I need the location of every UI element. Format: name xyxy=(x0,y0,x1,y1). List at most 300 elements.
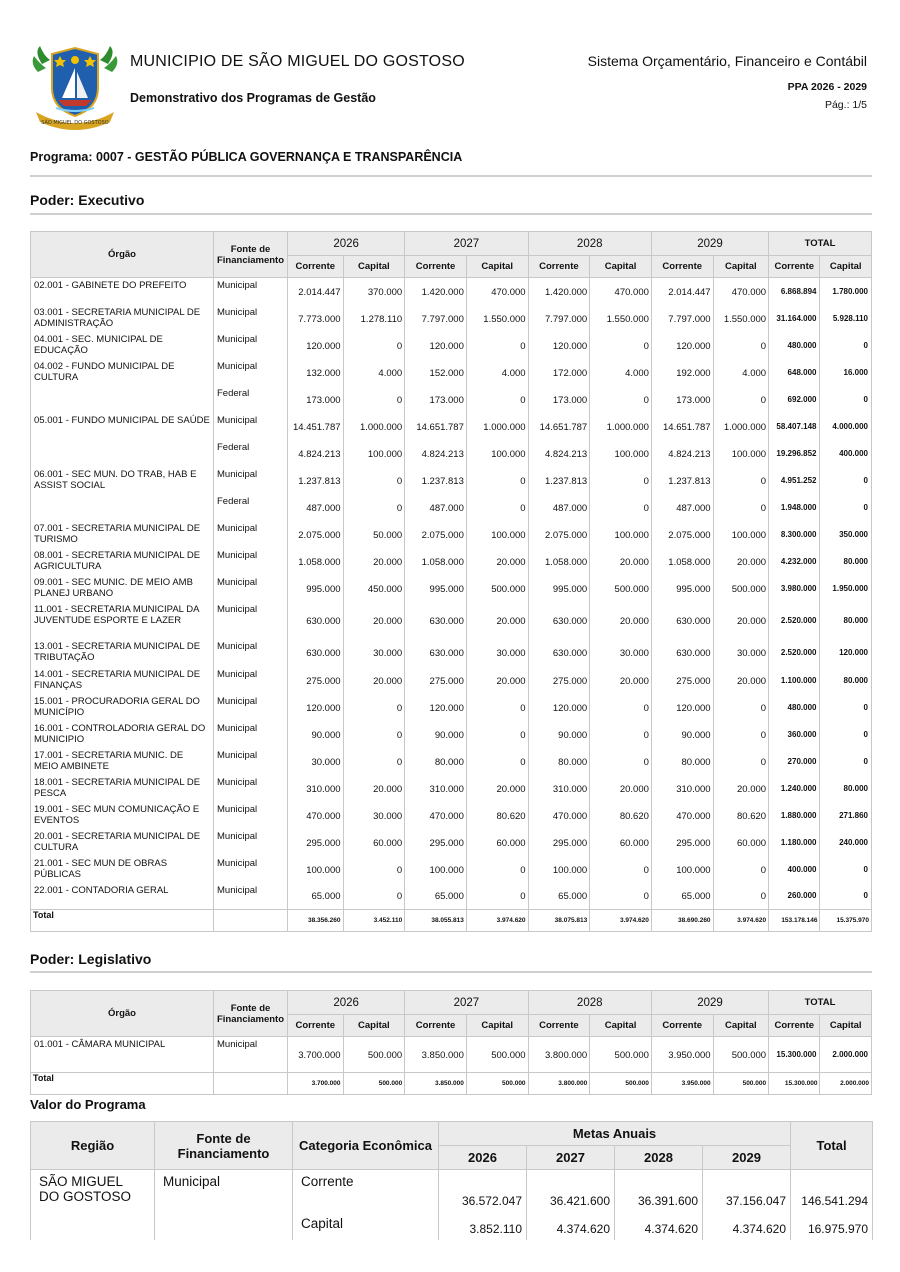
value-cell: 100.000 xyxy=(713,440,769,467)
value-cell: 90.000 xyxy=(651,721,713,748)
legislativo-table xyxy=(30,990,872,1095)
value-cell: 1.237.813 xyxy=(651,467,713,494)
fonte-cell: Municipal xyxy=(214,802,288,829)
value-cell: 20.000 xyxy=(466,775,528,802)
value-cell: 470.000 xyxy=(528,802,590,829)
total-cell: 500.000 xyxy=(590,1073,652,1095)
total-cell: 3.974.620 xyxy=(590,910,652,932)
vp-total-cell: 16.975.970 xyxy=(791,1212,873,1240)
orgao-cell: 22.001 - CONTADORIA GERAL xyxy=(31,883,214,910)
report-header xyxy=(0,0,900,140)
value-cell: 4.824.213 xyxy=(288,440,344,467)
orgao-cell xyxy=(31,440,214,467)
value-cell: 14.651.787 xyxy=(405,413,467,440)
total-corrente-cell: 19.296.852 xyxy=(769,440,820,467)
value-cell: 1.550.000 xyxy=(713,305,769,332)
table-row xyxy=(31,694,872,721)
value-cell: 3.800.000 xyxy=(528,1037,590,1073)
total-capital-cell: 0 xyxy=(820,694,872,721)
fonte-cell: Municipal xyxy=(214,467,288,494)
value-cell: 470.000 xyxy=(288,802,344,829)
table-row xyxy=(31,359,872,386)
value-cell: 0 xyxy=(343,721,405,748)
value-cell: 2.075.000 xyxy=(405,521,467,548)
fonte-cell: Municipal xyxy=(214,639,288,667)
table-row xyxy=(31,802,872,829)
value-cell: 20.000 xyxy=(590,667,652,694)
total-corrente-cell: 480.000 xyxy=(769,332,820,359)
header-corrente: Corrente xyxy=(405,256,467,278)
total-corrente-cell: 1.180.000 xyxy=(769,829,820,856)
orgao-cell: 11.001 - SECRETARIA MUNICIPAL DA JUVENTUDE ESPORTE E LAZER xyxy=(31,602,214,639)
total-capital-cell: 120.000 xyxy=(820,639,872,667)
value-cell: 500.000 xyxy=(590,575,652,602)
fonte-cell: Municipal xyxy=(214,548,288,575)
value-cell: 7.773.000 xyxy=(288,305,344,332)
value-cell: 487.000 xyxy=(528,494,590,521)
divider xyxy=(30,175,872,177)
total-row xyxy=(31,1073,872,1095)
value-cell: 0 xyxy=(343,748,405,775)
total-capital-cell: 16.000 xyxy=(820,359,872,386)
value-cell: 20.000 xyxy=(466,548,528,575)
value-cell: 310.000 xyxy=(405,775,467,802)
value-cell: 65.000 xyxy=(528,883,590,910)
header-total: TOTAL xyxy=(769,991,872,1015)
total-corrente-cell: 31.164.000 xyxy=(769,305,820,332)
value-cell: 100.000 xyxy=(590,521,652,548)
table-row xyxy=(31,278,872,305)
value-cell: 30.000 xyxy=(288,748,344,775)
value-cell: 120.000 xyxy=(651,694,713,721)
orgao-cell: 04.002 - FUNDO MUNICIPAL DE CULTURA xyxy=(31,359,214,386)
orgao-cell: 14.001 - SECRETARIA MUNICIPAL DE FINANÇAS xyxy=(31,667,214,694)
value-cell: 1.000.000 xyxy=(466,413,528,440)
section-title-executivo: Poder: Executivo xyxy=(30,192,145,208)
fonte-cell: Municipal xyxy=(214,521,288,548)
value-cell: 470.000 xyxy=(651,802,713,829)
total-capital-cell: 80.000 xyxy=(820,667,872,694)
header-year: 2029 xyxy=(651,991,768,1015)
value-cell: 2.014.447 xyxy=(288,278,344,305)
table-row xyxy=(31,856,872,883)
fonte-cell xyxy=(155,1212,293,1240)
orgao-cell xyxy=(31,386,214,413)
value-cell: 370.000 xyxy=(343,278,405,305)
fonte-cell: Municipal xyxy=(214,883,288,910)
header-corrente: Corrente xyxy=(769,256,820,278)
header-year: 2028 xyxy=(528,232,651,256)
value-cell: 80.000 xyxy=(651,748,713,775)
value-cell: 80.620 xyxy=(590,802,652,829)
value-cell: 995.000 xyxy=(528,575,590,602)
fonte-cell: Municipal xyxy=(214,775,288,802)
meta-value-cell: 3.852.110 xyxy=(439,1212,527,1240)
total-corrente-cell: 1.880.000 xyxy=(769,802,820,829)
value-cell: 120.000 xyxy=(528,694,590,721)
total-corrente-cell: 2.520.000 xyxy=(769,639,820,667)
value-cell: 1.550.000 xyxy=(590,305,652,332)
value-cell: 172.000 xyxy=(528,359,590,386)
divider xyxy=(30,971,872,973)
total-capital-cell: 400.000 xyxy=(820,440,872,467)
system-name: Sistema Orçamentário, Financeiro e Contábil xyxy=(587,53,867,69)
value-cell: 995.000 xyxy=(651,575,713,602)
table-row xyxy=(31,667,872,694)
page-number: Pág.: 1/5 xyxy=(824,99,867,111)
value-cell: 20.000 xyxy=(466,602,528,639)
value-cell: 487.000 xyxy=(288,494,344,521)
total-corrente-cell: 6.868.894 xyxy=(769,278,820,305)
value-cell: 630.000 xyxy=(528,602,590,639)
value-cell: 0 xyxy=(343,883,405,910)
total-cell: 38.055.813 xyxy=(405,910,467,932)
total-corrente-cell: 270.000 xyxy=(769,748,820,775)
total-capital-cell: 4.000.000 xyxy=(820,413,872,440)
orgao-cell: 17.001 - SECRETARIA MUNIC. DE MEIO AMBINETE xyxy=(31,748,214,775)
fonte-cell: Municipal xyxy=(214,721,288,748)
vp-header-year: 2028 xyxy=(615,1146,703,1170)
total-corrente-cell: 15.300.000 xyxy=(769,1037,820,1073)
value-cell: 30.000 xyxy=(713,639,769,667)
value-cell: 90.000 xyxy=(528,721,590,748)
fonte-cell: Municipal xyxy=(214,413,288,440)
value-cell: 0 xyxy=(343,332,405,359)
fonte-cell: Municipal xyxy=(214,694,288,721)
value-cell: 0 xyxy=(713,748,769,775)
section-title-legislativo: Poder: Legislativo xyxy=(30,951,152,967)
value-cell: 0 xyxy=(343,386,405,413)
value-cell: 0 xyxy=(590,386,652,413)
value-cell: 60.000 xyxy=(590,829,652,856)
value-cell: 80.000 xyxy=(528,748,590,775)
value-cell: 100.000 xyxy=(651,856,713,883)
meta-value-cell: 4.374.620 xyxy=(527,1212,615,1240)
table-row xyxy=(31,775,872,802)
value-cell: 30.000 xyxy=(466,639,528,667)
value-cell: 0 xyxy=(590,721,652,748)
value-cell: 275.000 xyxy=(528,667,590,694)
divider xyxy=(30,213,872,215)
value-cell: 0 xyxy=(466,467,528,494)
header-year: 2027 xyxy=(405,232,528,256)
fonte-cell: Federal xyxy=(214,386,288,413)
value-cell: 20.000 xyxy=(713,667,769,694)
value-cell: 50.000 xyxy=(343,521,405,548)
fonte-cell: Federal xyxy=(214,440,288,467)
table-row xyxy=(31,1212,873,1240)
total-label: Total xyxy=(31,910,214,932)
header-capital: Capital xyxy=(713,1015,769,1037)
total-cell: 3.800.000 xyxy=(528,1073,590,1095)
value-cell: 4.000 xyxy=(343,359,405,386)
value-cell: 0 xyxy=(466,494,528,521)
value-cell: 192.000 xyxy=(651,359,713,386)
value-cell: 1.058.000 xyxy=(651,548,713,575)
header-year: 2026 xyxy=(288,991,405,1015)
total-cell: 3.452.110 xyxy=(343,910,405,932)
value-cell: 20.000 xyxy=(713,548,769,575)
value-cell: 1.278.110 xyxy=(343,305,405,332)
meta-value-cell: 4.374.620 xyxy=(703,1212,791,1240)
total-corrente-cell: 4.951.252 xyxy=(769,467,820,494)
value-cell: 120.000 xyxy=(651,332,713,359)
total-capital-cell: 0 xyxy=(820,332,872,359)
total-corrente-cell: 8.300.000 xyxy=(769,521,820,548)
total-cell: 3.974.620 xyxy=(466,910,528,932)
logo-ribbon-text: SÃO MIGUEL DO GOSTOSO xyxy=(41,120,109,126)
header-fonte: Fonte de Financiamento xyxy=(214,991,288,1037)
value-cell: 152.000 xyxy=(405,359,467,386)
value-cell: 0 xyxy=(466,721,528,748)
header-corrente: Corrente xyxy=(528,256,590,278)
orgao-cell: 08.001 - SECRETARIA MUNICIPAL DE AGRICULTURA xyxy=(31,548,214,575)
orgao-cell xyxy=(31,494,214,521)
value-cell: 500.000 xyxy=(343,1037,405,1073)
meta-value-cell: 36.572.047 xyxy=(439,1170,527,1212)
value-cell: 2.014.447 xyxy=(651,278,713,305)
value-cell: 0 xyxy=(466,332,528,359)
vp-header-regiao: Região xyxy=(31,1122,155,1170)
value-cell: 30.000 xyxy=(343,639,405,667)
value-cell: 630.000 xyxy=(528,639,590,667)
value-cell: 995.000 xyxy=(288,575,344,602)
value-cell: 90.000 xyxy=(288,721,344,748)
fonte-cell: Federal xyxy=(214,494,288,521)
value-cell: 2.075.000 xyxy=(528,521,590,548)
value-cell: 0 xyxy=(590,694,652,721)
value-cell: 310.000 xyxy=(651,775,713,802)
value-cell: 80.620 xyxy=(466,802,528,829)
value-cell: 295.000 xyxy=(528,829,590,856)
meta-value-cell: 37.156.047 xyxy=(703,1170,791,1212)
fonte-cell: Municipal xyxy=(214,748,288,775)
value-cell: 630.000 xyxy=(288,602,344,639)
total-capital-cell: 240.000 xyxy=(820,829,872,856)
section-title-valor-programa: Valor do Programa xyxy=(30,1097,146,1112)
value-cell: 295.000 xyxy=(288,829,344,856)
value-cell: 120.000 xyxy=(405,694,467,721)
value-cell: 100.000 xyxy=(466,521,528,548)
value-cell: 120.000 xyxy=(288,694,344,721)
value-cell: 500.000 xyxy=(466,575,528,602)
value-cell: 1.550.000 xyxy=(466,305,528,332)
value-cell: 470.000 xyxy=(713,278,769,305)
value-cell: 20.000 xyxy=(590,775,652,802)
value-cell: 0 xyxy=(590,883,652,910)
value-cell: 4.824.213 xyxy=(651,440,713,467)
table-row xyxy=(31,829,872,856)
total-corrente-cell: 260.000 xyxy=(769,883,820,910)
total-capital-cell: 0 xyxy=(820,721,872,748)
header-year: 2028 xyxy=(528,991,651,1015)
total-label: Total xyxy=(31,1073,214,1095)
value-cell: 275.000 xyxy=(288,667,344,694)
value-cell: 3.700.000 xyxy=(288,1037,344,1073)
header-orgao: Órgão xyxy=(31,232,214,278)
meta-value-cell: 4.374.620 xyxy=(615,1212,703,1240)
total-empty xyxy=(214,1073,288,1095)
value-cell: 20.000 xyxy=(590,602,652,639)
value-cell: 630.000 xyxy=(405,602,467,639)
total-capital-cell: 80.000 xyxy=(820,775,872,802)
value-cell: 295.000 xyxy=(651,829,713,856)
categoria-cell: Corrente xyxy=(293,1170,439,1212)
value-cell: 80.620 xyxy=(713,802,769,829)
value-cell: 500.000 xyxy=(590,1037,652,1073)
value-cell: 30.000 xyxy=(590,639,652,667)
value-cell: 100.000 xyxy=(466,440,528,467)
value-cell: 0 xyxy=(590,467,652,494)
table-row xyxy=(31,721,872,748)
fonte-cell: Municipal xyxy=(214,667,288,694)
value-cell: 173.000 xyxy=(528,386,590,413)
value-cell: 7.797.000 xyxy=(651,305,713,332)
value-cell: 1.000.000 xyxy=(343,413,405,440)
total-capital-cell: 350.000 xyxy=(820,521,872,548)
value-cell: 120.000 xyxy=(288,332,344,359)
value-cell: 30.000 xyxy=(343,802,405,829)
total-corrente-cell: 360.000 xyxy=(769,721,820,748)
header-corrente: Corrente xyxy=(288,256,344,278)
header-year: 2027 xyxy=(405,991,528,1015)
value-cell: 100.000 xyxy=(288,856,344,883)
value-cell: 0 xyxy=(713,856,769,883)
value-cell: 0 xyxy=(713,721,769,748)
regiao-cell xyxy=(31,1212,155,1240)
header-capital: Capital xyxy=(590,256,652,278)
value-cell: 500.000 xyxy=(713,1037,769,1073)
fonte-cell: Municipal xyxy=(214,278,288,305)
total-capital-cell: 1.780.000 xyxy=(820,278,872,305)
fonte-cell: Municipal xyxy=(214,1037,288,1073)
value-cell: 1.058.000 xyxy=(528,548,590,575)
value-cell: 1.058.000 xyxy=(405,548,467,575)
value-cell: 14.651.787 xyxy=(528,413,590,440)
fonte-cell: Municipal xyxy=(214,856,288,883)
header-capital: Capital xyxy=(466,1015,528,1037)
value-cell: 100.000 xyxy=(528,856,590,883)
value-cell: 20.000 xyxy=(713,602,769,639)
orgao-cell: 07.001 - SECRETARIA MUNICIPAL DE TURISMO xyxy=(31,521,214,548)
value-cell: 2.075.000 xyxy=(288,521,344,548)
value-cell: 4.824.213 xyxy=(528,440,590,467)
header-capital: Capital xyxy=(343,1015,405,1037)
meta-value-cell: 36.421.600 xyxy=(527,1170,615,1212)
value-cell: 310.000 xyxy=(288,775,344,802)
value-cell: 65.000 xyxy=(405,883,467,910)
value-cell: 0 xyxy=(590,494,652,521)
total-capital-cell: 80.000 xyxy=(820,548,872,575)
value-cell: 1.420.000 xyxy=(528,278,590,305)
value-cell: 20.000 xyxy=(713,775,769,802)
table-row xyxy=(31,575,872,602)
value-cell: 120.000 xyxy=(405,332,467,359)
vp-total-cell: 146.541.294 xyxy=(791,1170,873,1212)
vp-header-total: Total xyxy=(791,1122,873,1170)
total-cell: 3.950.000 xyxy=(651,1073,713,1095)
header-corrente: Corrente xyxy=(288,1015,344,1037)
value-cell: 0 xyxy=(466,386,528,413)
municipal-coat-of-arms-logo xyxy=(30,42,120,130)
value-cell: 0 xyxy=(713,467,769,494)
value-cell: 65.000 xyxy=(651,883,713,910)
orgao-cell: 20.001 - SECRETARIA MUNICIPAL DE CULTURA xyxy=(31,829,214,856)
orgao-cell: 04.001 - SEC. MUNICIPAL DE EDUCAÇÃO xyxy=(31,332,214,359)
table-row xyxy=(31,1170,873,1212)
value-cell: 20.000 xyxy=(466,667,528,694)
orgao-cell: 09.001 - SEC MUNIC. DE MEIO AMB PLANEJ URBANO xyxy=(31,575,214,602)
value-cell: 0 xyxy=(713,694,769,721)
value-cell: 0 xyxy=(343,494,405,521)
value-cell: 20.000 xyxy=(343,667,405,694)
total-cell: 2.000.000 xyxy=(820,1073,872,1095)
value-cell: 20.000 xyxy=(343,775,405,802)
value-cell: 2.075.000 xyxy=(651,521,713,548)
value-cell: 100.000 xyxy=(343,440,405,467)
total-corrente-cell: 1.948.000 xyxy=(769,494,820,521)
total-cell: 3.850.000 xyxy=(405,1073,467,1095)
total-corrente-cell: 692.000 xyxy=(769,386,820,413)
total-cell: 15.300.000 xyxy=(769,1073,820,1095)
value-cell: 487.000 xyxy=(651,494,713,521)
value-cell: 1.000.000 xyxy=(713,413,769,440)
value-cell: 4.824.213 xyxy=(405,440,467,467)
header-capital: Capital xyxy=(713,256,769,278)
total-cell: 3.974.620 xyxy=(713,910,769,932)
orgao-cell: 01.001 - CÂMARA MUNICIPAL xyxy=(31,1037,214,1073)
total-capital-cell: 80.000 xyxy=(820,602,872,639)
header-total: TOTAL xyxy=(769,232,872,256)
value-cell: 0 xyxy=(713,883,769,910)
value-cell: 4.000 xyxy=(713,359,769,386)
value-cell: 90.000 xyxy=(405,721,467,748)
value-cell: 500.000 xyxy=(466,1037,528,1073)
value-cell: 3.950.000 xyxy=(651,1037,713,1073)
value-cell: 100.000 xyxy=(405,856,467,883)
header-corrente: Corrente xyxy=(651,256,713,278)
value-cell: 0 xyxy=(590,856,652,883)
fonte-cell: Municipal xyxy=(214,575,288,602)
value-cell: 0 xyxy=(466,748,528,775)
vp-header-year: 2029 xyxy=(703,1146,791,1170)
value-cell: 173.000 xyxy=(288,386,344,413)
value-cell: 65.000 xyxy=(288,883,344,910)
vp-header-categoria: Categoria Econômica xyxy=(293,1122,439,1170)
value-cell: 470.000 xyxy=(405,802,467,829)
valor-programa-table xyxy=(30,1121,873,1240)
total-capital-cell: 5.928.110 xyxy=(820,305,872,332)
meta-value-cell: 36.391.600 xyxy=(615,1170,703,1212)
value-cell: 0 xyxy=(713,386,769,413)
value-cell: 4.000 xyxy=(590,359,652,386)
total-corrente-cell: 2.520.000 xyxy=(769,602,820,639)
header-corrente: Corrente xyxy=(769,1015,820,1037)
table-row xyxy=(31,602,872,639)
value-cell: 470.000 xyxy=(466,278,528,305)
total-capital-cell: 0 xyxy=(820,856,872,883)
value-cell: 0 xyxy=(343,694,405,721)
total-corrente-cell: 1.240.000 xyxy=(769,775,820,802)
header-capital: Capital xyxy=(343,256,405,278)
value-cell: 14.451.787 xyxy=(288,413,344,440)
value-cell: 7.797.000 xyxy=(405,305,467,332)
value-cell: 0 xyxy=(590,332,652,359)
value-cell: 1.000.000 xyxy=(590,413,652,440)
value-cell: 0 xyxy=(466,856,528,883)
total-cell: 500.000 xyxy=(713,1073,769,1095)
total-corrente-cell: 58.407.148 xyxy=(769,413,820,440)
